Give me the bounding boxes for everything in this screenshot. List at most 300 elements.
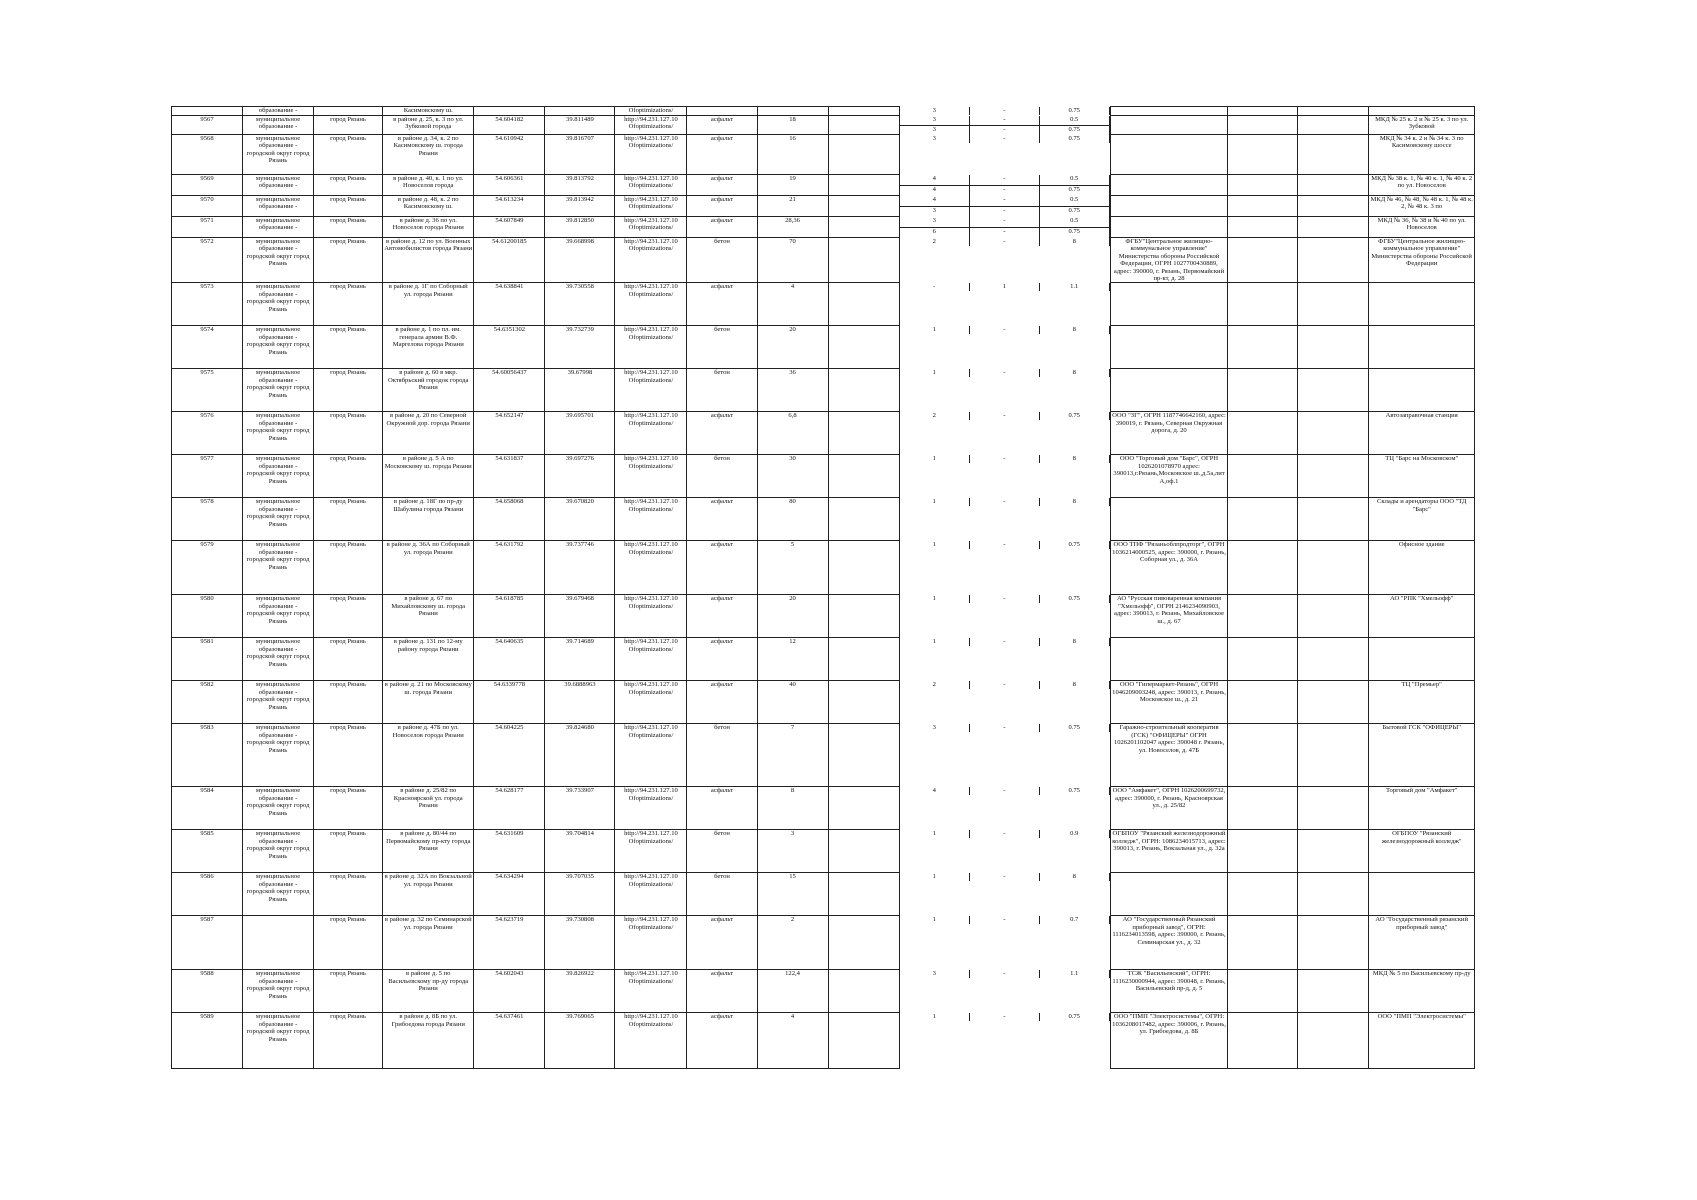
container-counts (899, 455, 1110, 498)
url-cell: Ofoptimizations/ (615, 107, 687, 116)
longitude-cell: 39.670820 (545, 498, 615, 541)
container-subtable (900, 873, 1110, 881)
city-cell: город Рязань (314, 196, 383, 217)
owner-cell: муниципальное образование - городской округ город Рязань (243, 724, 314, 787)
city-cell: город Рязань (314, 830, 383, 873)
container-count: 3 (900, 116, 970, 126)
container-volume: 8 (1039, 681, 1109, 689)
surface-cell: асфальт (687, 970, 757, 1013)
url-cell: http://94.231.127.10 Ofoptimizations/ (615, 135, 687, 175)
container-volume-count: - (969, 724, 1039, 732)
table-row (172, 196, 1475, 217)
latitude-cell: 54.631792 (474, 541, 545, 595)
url-cell: http://94.231.127.10 Ofoptimizations/ (615, 455, 687, 498)
area-cell (757, 107, 828, 116)
empty-cell (1228, 107, 1298, 116)
address-cell: в районе д. 60 в мкр. Октябрьский городок города Рязани (383, 369, 474, 412)
container-row (900, 873, 1110, 881)
latitude-cell: 54.623719 (474, 916, 545, 970)
container-volume-count: - (969, 873, 1039, 881)
url-cell: http://94.231.127.10 Ofoptimizations/ (615, 175, 687, 196)
latitude-cell: 54.640635 (474, 638, 545, 681)
container-volume-count: - (969, 116, 1039, 126)
longitude-cell: 39.67998 (545, 369, 615, 412)
longitude-cell: 39.707035 (545, 873, 615, 916)
container-volume: 0.5 (1039, 217, 1109, 228)
operator-cell (1110, 196, 1228, 217)
container-volume-count: - (969, 196, 1039, 207)
container-row (900, 326, 1110, 334)
container-volume: 8 (1039, 326, 1109, 334)
empty-cell (1298, 498, 1369, 541)
area-cell: 6,8 (757, 412, 828, 455)
container-count: 3 (900, 125, 970, 135)
container-volume-count: - (969, 238, 1039, 246)
surface-cell: бетон (687, 873, 757, 916)
empty-cell (1298, 970, 1369, 1013)
container-row (900, 107, 1110, 115)
city-cell: город Рязань (314, 238, 383, 283)
container-subtable (900, 595, 1110, 603)
source-cell (1369, 326, 1475, 369)
address-cell: в районе д. 32А по Вокзальной ул. города Рязани (383, 873, 474, 916)
operator-cell: Гаражно-строительный кооператив (ГСК) "ОФИЦЕРЫ" ОГРН 1026201102047 адрес: 390048 г. Рязань, ул. Новоселов, д. 47Б (1110, 724, 1228, 787)
address-cell: в районе д. 5 А по Московскому ш. города Рязани (383, 455, 474, 498)
city-cell: город Рязань (314, 970, 383, 1013)
record-id: 9580 (172, 595, 243, 638)
empty-cell (1228, 595, 1298, 638)
address-cell: в районе д. 8Б по ул. Грибоедова города Рязани (383, 1013, 474, 1069)
operator-cell: АО "Государственный Рязанский приборный завод", ОГРН: 1116234013598, адрес: 390000, г. Рязань, Семинарская ул., д. 32 (1110, 916, 1228, 970)
container-count: 1 (900, 326, 970, 334)
source-cell (1369, 638, 1475, 681)
url-cell: http://94.231.127.10 Ofoptimizations/ (615, 724, 687, 787)
longitude-cell: 39.679468 (545, 595, 615, 638)
container-counts (899, 135, 1110, 175)
table-row (172, 873, 1475, 916)
operator-cell: ООО ТПФ "Рязаньоблпродторг", ОГРН 1036214000525, адрес: 390000, г. Рязань, Соборная ул., д. 36А (1110, 541, 1228, 595)
url-cell: http://94.231.127.10 Ofoptimizations/ (615, 498, 687, 541)
longitude-cell: 39.668998 (545, 238, 615, 283)
empty-cell (1228, 724, 1298, 787)
owner-cell: муниципальное образование - (243, 175, 314, 196)
source-cell: ТЦ "Барс на Московском" (1369, 455, 1475, 498)
surface-cell: асфальт (687, 196, 757, 217)
city-cell: город Рязань (314, 724, 383, 787)
source-cell: МКД № 5 по Васильевскому пр-ду (1369, 970, 1475, 1013)
surface-cell: бетон (687, 238, 757, 283)
source-cell: МКД № 34 к. 2 и № 34 к. 3 по Касимовскому шоссе (1369, 135, 1475, 175)
container-counts (899, 830, 1110, 873)
container-counts (899, 238, 1110, 283)
source-cell: АО "РПК "Хмельофф" (1369, 595, 1475, 638)
container-volume: 0.5 (1039, 196, 1109, 207)
longitude-cell: 39.704814 (545, 830, 615, 873)
container-volume: 0.75 (1039, 595, 1109, 603)
container-count: - (900, 283, 970, 291)
record-id: 9577 (172, 455, 243, 498)
empty-cell (1298, 787, 1369, 830)
operator-cell (1110, 326, 1228, 369)
latitude-cell: 54.634294 (474, 873, 545, 916)
container-row (900, 227, 1110, 238)
url-cell: http://94.231.127.10 Ofoptimizations/ (615, 970, 687, 1013)
owner-cell: муниципальное образование - городской округ город Рязань (243, 681, 314, 724)
container-subtable (900, 787, 1110, 795)
empty-cell (828, 873, 899, 916)
container-volume: 8 (1039, 498, 1109, 506)
latitude-cell: 54.658068 (474, 498, 545, 541)
area-cell: 4 (757, 1013, 828, 1069)
area-cell: 80 (757, 498, 828, 541)
record-id: 9570 (172, 196, 243, 217)
empty-cell (828, 638, 899, 681)
empty-cell (1228, 830, 1298, 873)
container-volume: 0.5 (1039, 175, 1109, 186)
container-volume: 0.7 (1039, 916, 1109, 924)
record-id: 9578 (172, 498, 243, 541)
empty-cell (828, 238, 899, 283)
container-subtable (900, 217, 1110, 238)
container-volume: 8 (1039, 455, 1109, 463)
surface-cell: бетон (687, 455, 757, 498)
container-count: 4 (900, 196, 970, 207)
latitude-cell: 54.610942 (474, 135, 545, 175)
longitude-cell: 39.737746 (545, 541, 615, 595)
longitude-cell: 39.714689 (545, 638, 615, 681)
container-volume-count: - (969, 541, 1039, 549)
container-row (900, 217, 1110, 228)
empty-cell (1298, 455, 1369, 498)
area-cell: 36 (757, 369, 828, 412)
container-counts (899, 107, 1110, 116)
surface-cell: бетон (687, 830, 757, 873)
container-volume: 0.75 (1039, 541, 1109, 549)
area-cell: 20 (757, 595, 828, 638)
owner-cell: муниципальное образование - городской округ город Рязань (243, 135, 314, 175)
address-cell: в районе д. 25, к. 3 по ул. Зубковой города (383, 116, 474, 135)
container-row (900, 498, 1110, 506)
city-cell: город Рязань (314, 412, 383, 455)
source-cell: АО "Государственный рязанский приборный завод" (1369, 916, 1475, 970)
container-row (900, 681, 1110, 689)
area-cell: 122,4 (757, 970, 828, 1013)
table-row (172, 1013, 1475, 1069)
table-row (172, 175, 1475, 196)
owner-cell: муниципальное образование - городской округ город Рязань (243, 830, 314, 873)
container-count: 3 (900, 724, 970, 732)
table-row (172, 217, 1475, 238)
container-volume-count: - (969, 595, 1039, 603)
empty-cell (1298, 283, 1369, 326)
area-cell: 7 (757, 724, 828, 787)
longitude-cell: 39.697276 (545, 455, 615, 498)
container-volume-count: - (969, 125, 1039, 135)
longitude-cell: 39.730558 (545, 283, 615, 326)
container-row (900, 455, 1110, 463)
container-volume-count: - (969, 135, 1039, 143)
surface-cell: асфальт (687, 175, 757, 196)
container-row (900, 369, 1110, 377)
empty-cell (1228, 787, 1298, 830)
empty-cell (828, 135, 899, 175)
operator-cell (1110, 283, 1228, 326)
empty-cell (1298, 916, 1369, 970)
owner-cell: муниципальное образование - (243, 196, 314, 217)
latitude-cell: 54.607849 (474, 217, 545, 238)
url-cell: http://94.231.127.10 Ofoptimizations/ (615, 916, 687, 970)
container-volume-count: - (969, 412, 1039, 420)
empty-cell (1298, 1013, 1369, 1069)
url-cell: http://94.231.127.10 Ofoptimizations/ (615, 681, 687, 724)
owner-cell: муниципальное образование - городской округ город Рязань (243, 412, 314, 455)
container-row (900, 196, 1110, 207)
empty-cell (1298, 116, 1369, 135)
address-cell: в районе д. 34, к. 2 по Касимовскому ш. города Рязани (383, 135, 474, 175)
record-id: 9575 (172, 369, 243, 412)
address-cell: в районе д. 36 по ул. Новоселов города Рязани (383, 217, 474, 238)
operator-cell (1110, 175, 1228, 196)
container-volume-count: - (969, 227, 1039, 238)
table-row (172, 135, 1475, 175)
container-subtable (900, 916, 1110, 924)
container-count: 4 (900, 175, 970, 186)
table-row (172, 238, 1475, 283)
empty-cell (828, 217, 899, 238)
city-cell: город Рязань (314, 283, 383, 326)
source-cell: Автозаправочная станция (1369, 412, 1475, 455)
empty-cell (828, 412, 899, 455)
container-counts (899, 1013, 1110, 1069)
city-cell: город Рязань (314, 498, 383, 541)
empty-cell (828, 498, 899, 541)
address-cell: в районе д. 1 по пл. им. генерала армии В.Ф. Маргелова города Рязани (383, 326, 474, 369)
container-row (900, 125, 1110, 135)
record-id: 9587 (172, 916, 243, 970)
address-cell: в районе д. 1Г по Соборный ул. города Рязани (383, 283, 474, 326)
container-row (900, 412, 1110, 420)
record-id: 9572 (172, 238, 243, 283)
empty-cell (1298, 541, 1369, 595)
container-count: 2 (900, 238, 970, 246)
container-volume: 0.75 (1039, 135, 1109, 143)
owner-cell: муниципальное образование - городской округ город Рязань (243, 1013, 314, 1069)
operator-cell (1110, 873, 1228, 916)
container-count: 2 (900, 681, 970, 689)
container-count: 1 (900, 595, 970, 603)
empty-cell (1298, 681, 1369, 724)
empty-cell (1228, 1013, 1298, 1069)
container-count: 1 (900, 369, 970, 377)
longitude-cell: 39.824680 (545, 724, 615, 787)
container-subtable (900, 1013, 1110, 1021)
table-row (172, 595, 1475, 638)
url-cell: http://94.231.127.10 Ofoptimizations/ (615, 196, 687, 217)
container-row (900, 787, 1110, 795)
empty-cell (1228, 638, 1298, 681)
longitude-cell: 39.812850 (545, 217, 615, 238)
record-id: 9589 (172, 1013, 243, 1069)
source-cell: МКД № 36, № 38 и № 40 по ул. Новоселов (1369, 217, 1475, 238)
empty-cell (1298, 175, 1369, 196)
record-id: 9583 (172, 724, 243, 787)
container-volume-count: - (969, 369, 1039, 377)
url-cell: http://94.231.127.10 Ofoptimizations/ (615, 369, 687, 412)
container-row (900, 238, 1110, 246)
empty-cell (1298, 830, 1369, 873)
source-cell (1369, 107, 1475, 116)
empty-cell (1228, 412, 1298, 455)
url-cell: http://94.231.127.10 Ofoptimizations/ (615, 217, 687, 238)
container-counts (899, 638, 1110, 681)
container-row (900, 175, 1110, 186)
container-counts (899, 116, 1110, 135)
table-row (172, 787, 1475, 830)
area-cell: 70 (757, 238, 828, 283)
empty-cell (828, 830, 899, 873)
latitude-cell (474, 107, 545, 116)
source-cell: МКД № 25 к. 2 и № 25 к. 3 по ул. Зубковой (1369, 116, 1475, 135)
empty-cell (1298, 412, 1369, 455)
container-count: 6 (900, 227, 970, 238)
empty-cell (828, 916, 899, 970)
longitude-cell: 39.6888963 (545, 681, 615, 724)
container-volume: 0.75 (1039, 206, 1109, 217)
source-cell: ОГБПОУ "Рязанский железнодорожный колледж" (1369, 830, 1475, 873)
record-id (172, 107, 243, 116)
container-counts (899, 724, 1110, 787)
empty-cell (1228, 873, 1298, 916)
empty-cell (828, 175, 899, 196)
owner-cell: муниципальное образование - городской округ город Рязань (243, 326, 314, 369)
surface-cell: бетон (687, 369, 757, 412)
city-cell: город Рязань (314, 116, 383, 135)
empty-cell (1298, 369, 1369, 412)
city-cell: город Рязань (314, 1013, 383, 1069)
table-row (172, 681, 1475, 724)
container-subtable (900, 283, 1110, 291)
empty-cell (1228, 369, 1298, 412)
container-counts (899, 787, 1110, 830)
area-cell: 20 (757, 326, 828, 369)
empty-cell (1298, 217, 1369, 238)
record-id: 9568 (172, 135, 243, 175)
source-cell: Склады и арендаторы ООО "ТД "Барс" (1369, 498, 1475, 541)
container-counts (899, 916, 1110, 970)
table-row (172, 541, 1475, 595)
address-cell: в районе д. 18Г по пр-ду Шабулина города Рязани (383, 498, 474, 541)
record-id: 9576 (172, 412, 243, 455)
container-counts (899, 873, 1110, 916)
source-cell: Торговый дом "Амфакет" (1369, 787, 1475, 830)
owner-cell: муниципальное образование - (243, 217, 314, 238)
container-subtable (900, 196, 1110, 217)
url-cell: http://94.231.127.10 Ofoptimizations/ (615, 873, 687, 916)
longitude-cell: 39.769065 (545, 1013, 615, 1069)
empty-cell (1228, 541, 1298, 595)
source-cell: ТЦ "Премьер" (1369, 681, 1475, 724)
empty-cell (1228, 681, 1298, 724)
area-cell: 21 (757, 196, 828, 217)
container-count: 1 (900, 541, 970, 549)
container-volume-count: - (969, 830, 1039, 838)
city-cell: город Рязань (314, 541, 383, 595)
empty-cell (828, 116, 899, 135)
longitude-cell: 39.811489 (545, 116, 615, 135)
empty-cell (828, 107, 899, 116)
area-cell: 12 (757, 638, 828, 681)
owner-cell: муниципальное образование - городской округ город Рязань (243, 455, 314, 498)
container-subtable (900, 638, 1110, 646)
owner-cell: муниципальное образование - городской округ город Рязань (243, 638, 314, 681)
container-row (900, 185, 1110, 196)
area-cell: 40 (757, 681, 828, 724)
record-id: 9585 (172, 830, 243, 873)
operator-cell (1110, 498, 1228, 541)
owner-cell: муниципальное образование - городской округ город Рязань (243, 283, 314, 326)
empty-cell (1228, 196, 1298, 217)
surface-cell: асфальт (687, 1013, 757, 1069)
area-cell: 3 (757, 830, 828, 873)
operator-cell (1110, 116, 1228, 135)
container-volume: 1.1 (1039, 970, 1109, 978)
latitude-cell: 54.638841 (474, 283, 545, 326)
container-subtable (900, 970, 1110, 978)
owner-cell: муниципальное образование - городской округ город Рязань (243, 873, 314, 916)
container-count: 1 (900, 455, 970, 463)
latitude-cell: 54.602043 (474, 970, 545, 1013)
address-cell: в районе д. 25/82 по Красноярской ул. города Рязани (383, 787, 474, 830)
container-volume: 0.5 (1039, 116, 1109, 126)
surface-cell: асфальт (687, 283, 757, 326)
container-counts (899, 175, 1110, 196)
area-cell: 16 (757, 135, 828, 175)
source-cell: МКД № 38 к. 1, № 40 к. 1, № 40 к. 2 по ул. Новоселов (1369, 175, 1475, 196)
longitude-cell: 39.826922 (545, 970, 615, 1013)
url-cell: http://94.231.127.10 Ofoptimizations/ (615, 541, 687, 595)
table-row (172, 326, 1475, 369)
address-cell: в районе д. 80/44 по Первомайскому пр-кту города Рязани (383, 830, 474, 873)
area-cell: 28,36 (757, 217, 828, 238)
container-count: 1 (900, 498, 970, 506)
container-counts (899, 283, 1110, 326)
url-cell: http://94.231.127.10 Ofoptimizations/ (615, 326, 687, 369)
record-id: 9567 (172, 116, 243, 135)
owner-cell: муниципальное образование - городской округ город Рязань (243, 498, 314, 541)
owner-cell: муниципальное образование - городской округ город Рязань (243, 595, 314, 638)
empty-cell (828, 326, 899, 369)
empty-cell (1228, 970, 1298, 1013)
surface-cell: асфальт (687, 498, 757, 541)
address-cell: в районе д. 32 по Семинарской ул. города Рязани (383, 916, 474, 970)
city-cell: город Рязань (314, 326, 383, 369)
empty-cell (1228, 116, 1298, 135)
container-subtable (900, 498, 1110, 506)
url-cell: http://94.231.127.10 Ofoptimizations/ (615, 638, 687, 681)
container-count: 1 (900, 830, 970, 838)
container-subtable (900, 369, 1110, 377)
container-volume-count: - (969, 638, 1039, 646)
operator-cell (1110, 638, 1228, 681)
empty-cell (1228, 135, 1298, 175)
address-cell: в районе д. 47Б по ул. Новоселов города Рязани (383, 724, 474, 787)
table-row (172, 107, 1475, 116)
container-volume: 0.75 (1039, 227, 1109, 238)
container-row (900, 724, 1110, 732)
container-subtable (900, 238, 1110, 246)
empty-cell (1298, 196, 1369, 217)
city-cell: город Рязань (314, 681, 383, 724)
